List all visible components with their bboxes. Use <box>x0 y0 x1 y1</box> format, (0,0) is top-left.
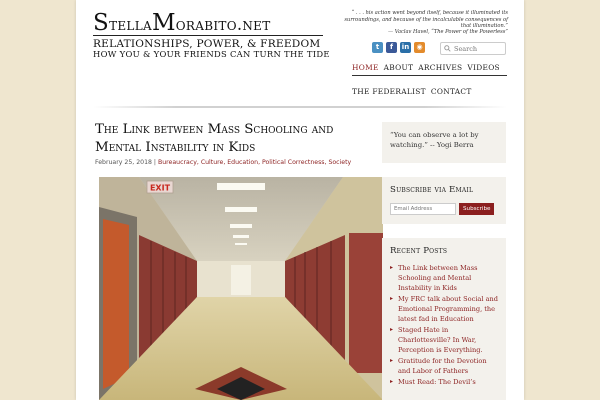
post-title[interactable]: The Link between Mass Schooling and Mental Instability in Kids <box>95 122 334 155</box>
subscribe-title: Subscribe via Email <box>390 185 474 195</box>
school-hallway-image <box>99 177 383 400</box>
facebook-icon[interactable]: f <box>386 42 397 53</box>
primary-nav <box>352 63 500 72</box>
recent-post-link[interactable]: ▸ The Link between Mass Schooling and Mental Instability in Kids <box>390 263 498 293</box>
recent-post-link[interactable]: ▸ My FRC talk about Social and Emotional Programming, the latest fad in Education <box>390 294 498 324</box>
search-icon <box>444 45 451 52</box>
title-initial-s: S <box>93 10 110 36</box>
recent-posts-title: Recent Posts <box>390 246 448 256</box>
site-tagline: HOW YOU & YOUR FRIENDS CAN TURN THE TIDE <box>93 49 330 59</box>
sidebar-quote-widget <box>382 122 506 163</box>
linkedin-icon[interactable]: in <box>401 43 410 51</box>
header-quote: “ . . . his action went beyond itself, because it illuminated its surroundings, and because of the incalculable consequences of that illumination.” <box>344 10 508 30</box>
nav-the-federalist[interactable]: THE FEDERALIST <box>352 87 426 96</box>
nav-archives[interactable]: ARCHIVES <box>418 63 463 72</box>
nav-home[interactable]: HOME <box>352 63 379 72</box>
email-address-input[interactable] <box>390 203 456 215</box>
twitter-icon[interactable]: t <box>372 42 383 53</box>
subscribe-form <box>390 203 498 215</box>
exit-sign-text: EXIT <box>149 183 171 193</box>
recent-post-link[interactable]: ▸ Staged Hate in Charlottesville? In War, Perception is Everything. <box>390 325 498 355</box>
header-quote-cite: — Vaclav Havel, “The Power of the Powerless” <box>388 29 508 35</box>
subscribe-widget <box>382 177 506 224</box>
post-date: February 25, 2018 <box>95 159 152 166</box>
meta-separator: | <box>153 159 158 166</box>
search-box[interactable] <box>440 42 506 55</box>
search-input[interactable] <box>451 44 503 54</box>
nav-about[interactable]: ABOUT <box>383 63 414 72</box>
social-links <box>372 42 425 53</box>
post-featured-image[interactable] <box>99 177 383 400</box>
title-part-1: tella <box>109 15 152 34</box>
site-subtitle: RELATIONSHIPS, POWER, & FREEDOM <box>93 38 321 50</box>
recent-post-link[interactable]: ▸ Gratitude for the Devotion and Labor of Fathers <box>390 356 498 376</box>
recent-posts-list <box>390 263 498 387</box>
recent-posts-widget <box>382 238 506 400</box>
page <box>76 0 524 400</box>
nav-contact[interactable]: CONTACT <box>430 87 472 96</box>
rss-icon[interactable]: ◉ <box>414 42 425 53</box>
title-part-2: orabito.net <box>175 15 271 34</box>
post-categories[interactable]: Bureaucracy, Culture, Education, Political Correctness, Society <box>157 159 352 166</box>
title-initial-m: M <box>151 10 176 36</box>
header-divider <box>93 106 507 108</box>
site-title[interactable] <box>93 10 271 36</box>
recent-post-link[interactable]: ▸ Must Read: The Devil’s <box>390 377 498 387</box>
nav-videos[interactable]: VIDEOS <box>467 63 500 72</box>
logo-divider <box>93 35 323 36</box>
post-meta <box>95 159 365 166</box>
sidebar-quote-text: “You can observe a lot by watching.” -- Yogi Berra <box>390 131 479 149</box>
secondary-nav <box>352 87 472 96</box>
subscribe-button[interactable]: Subscribe <box>459 203 494 215</box>
nav-divider <box>352 75 507 76</box>
